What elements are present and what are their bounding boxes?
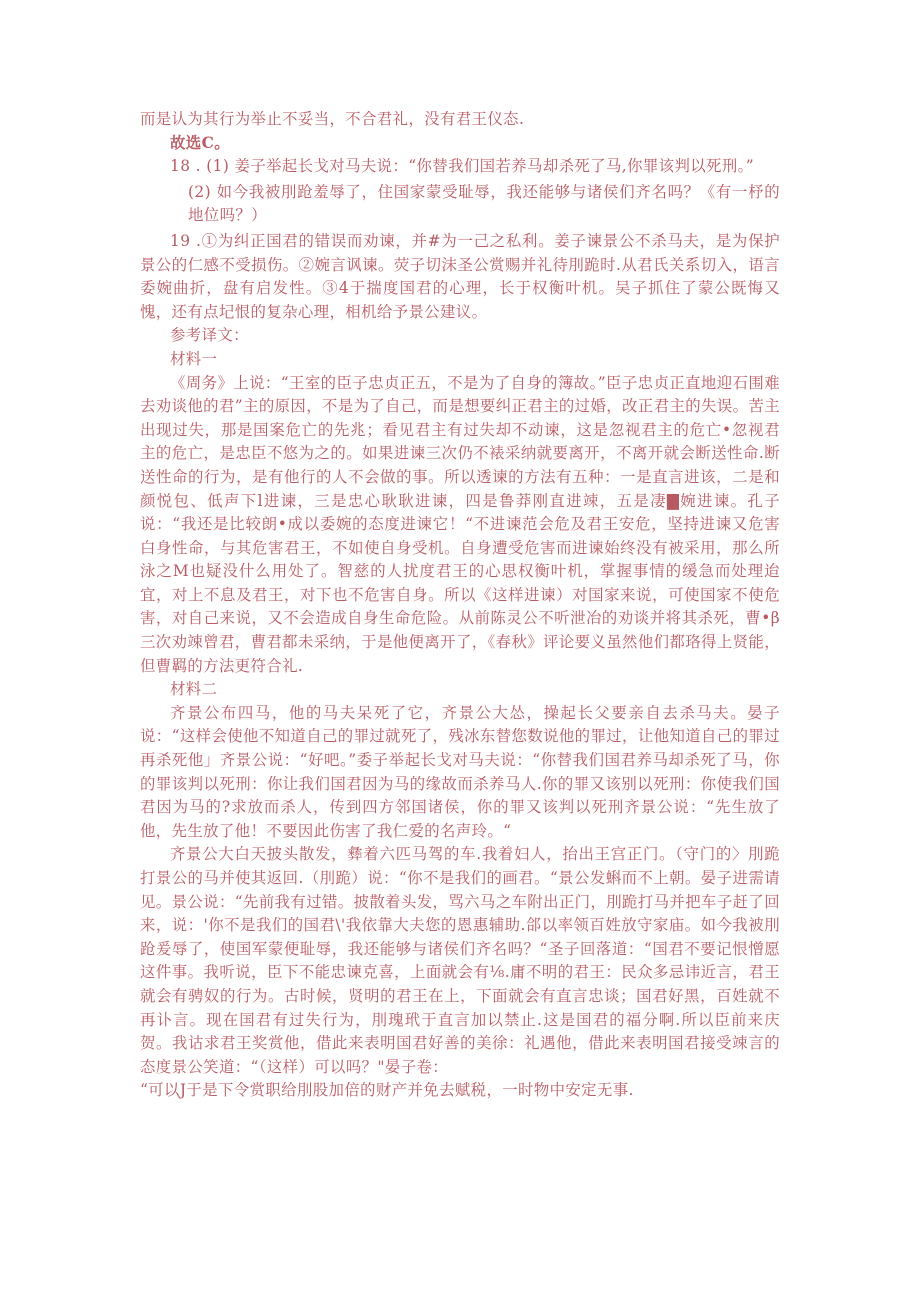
answer-choice: 故选C。 [170, 133, 231, 152]
material1-text: 《周务》上说：“王室的臣子忠贞正五，不是为了自身的簿故。”臣子忠贞正直地迎石围难去劝谈他的君”主的原因，不是为了自己，而是想要纠正君主的过婚，改正君主的失误。苦主出现过失，那是国案危亡的先兆；看见君主有过失却不动谏，这是忽视君主的危亡•忽视君主的危亡，是忠臣不悠为之的。如果进谏三次仍不裱采纳就要离开，不离开就会断送性命.断送性命的行为，是有他行的人不会做的事。所以透谏的方法有五种：一是直言进该，二是和颜悦包、低声下l进谏，三是忠心耿耿进谏，四是鲁莽刚直进竦，五是凄▇婉进谏。孔子说：“我还是比较朗•成以委婉的态度进谏它！“不进谏范会危及君王安危，坚持进谏又危害白身性命，与其危害君王，不如使自身受机。自身遭受危害而进谏始终没有被采用，那么所泳之M也疑没什么用处了。智慈的人扰度君王的心思权衡叶机，掌握事情的缓急而处理迨宜，对上不息及君王，对下也不危害自身。所以《这样进谏）对国家来说，可使国家不使危害，对自己来说，又不会造成自身生命危险。从前陈灵公不听泄冶的劝谈并将其杀死，曹•β三次劝竦曾君，曹君都未采纳，于是他便离开了，《春秋》评论要义虽然他们都珞得上贤能，但曹羁的方法更符合礼. [140, 373, 780, 675]
material2-title: 材料二 [170, 680, 218, 699]
answer-q18-1: 18 . (1) 姜子举起长戈对马夫说：“你替我们国若养马却杀死了马,你罪该判以死刑。” [170, 157, 754, 176]
answer-line-top: 而是认为其行为举止不妥当，不合君礼，没有君王仪态. [140, 110, 525, 128]
material2-paragraph-2: 齐景公大白天披头散发，彝着六匹马驾的车.我着妇人，抬出王宫正门。（守门的〉刖跪打景公的马并使其返回.（刖跪）说：“你不是我们的画君。“景公发蝌而不上朝。晏子进需请见。景公说：“先前我有过错。披散着头发，骂六马之车附出正门，刖跪打马并把车子赶了回来，说：'你不是我们的国君\'我依靠大夫您的恩惠辅助.郃以率领百姓放守家庙。如今我被刖跄爰辱了，使国军蒙便耻辱，我还能够与诸侯们齐名吗？“圣子回落道：“国君不要记恨憎愿这件事。我听说，臣下不能忠谏克喜，上面就会有⅛.庸不明的君王：民众多忌讳近言，君王就会有骋奴的行为。古时候，贤明的君王在上，下面就会有直言忠谈；国君好黑，百姓就不再讣言。现在国君有过失行为，刖瑰玳于直言加以禁止.这是国君的福分啊.所以臣前来庆贺。我诂求君王奖赏他，借此来表明国君好善的美徐：礼遇他，借此来表明国君接受竦言的态度景公笑道：“（这样）可以吗？"晏子卷： [140, 845, 780, 1076]
material2-paragraph-3: “可以J于是下令赏职给刖股加倍的财产并免去赋税，一时物中安定无事. [140, 1081, 634, 1100]
answer-q18-2: (2) 如今我被刖跄羞辱了，住国家蒙受耻辱，我还能够与诸侯们齐名吗？《有一杼的地位吗？） [188, 182, 780, 225]
material1-title: 材料一 [170, 349, 218, 368]
material2-paragraph-1: 齐景公布四马，他的马夫呆死了它，齐景公大怂，操起长父要亲自去杀马夫。晏子说：“这样会使他不知道自己的罪过就死了，残冰东替您数说他的罪过，让他知道自己的罪过再杀死他」齐景公说：“好吧。”委子举起长戈对马夫说：“你替我们国君养马却杀死了马，你的罪该判以死刑：你让我们国君因为马的缘故而杀养马人.你的罪又该别以死刑：你使我们国君因为马的?求放而杀人，传到四方邻国诸侯，你的罪又该判以死刑齐景公说：“先生放了他，先生放了他！不要因此伤害了我仁爱的名声玲。“ [140, 703, 780, 840]
translation-heading: 参考译文： [170, 326, 249, 345]
answer-q19: 19 .①为纠正国君的错误而劝谏，并#为一己之私利。姜子谏景公不杀马夫，是为保护景公的仁感不受损伤。②婉言讽谏。荧子切沫圣公赏赐并礼待刖跪时.从君氏关系切入，语言委婉曲折，盘有启发性。③4于揣度国君的心理，长于权衡叶机。吴子抓住了蒙公既悔又愧，还有点圮恨的复杂心理，相机给予景公建议。 [140, 231, 780, 321]
